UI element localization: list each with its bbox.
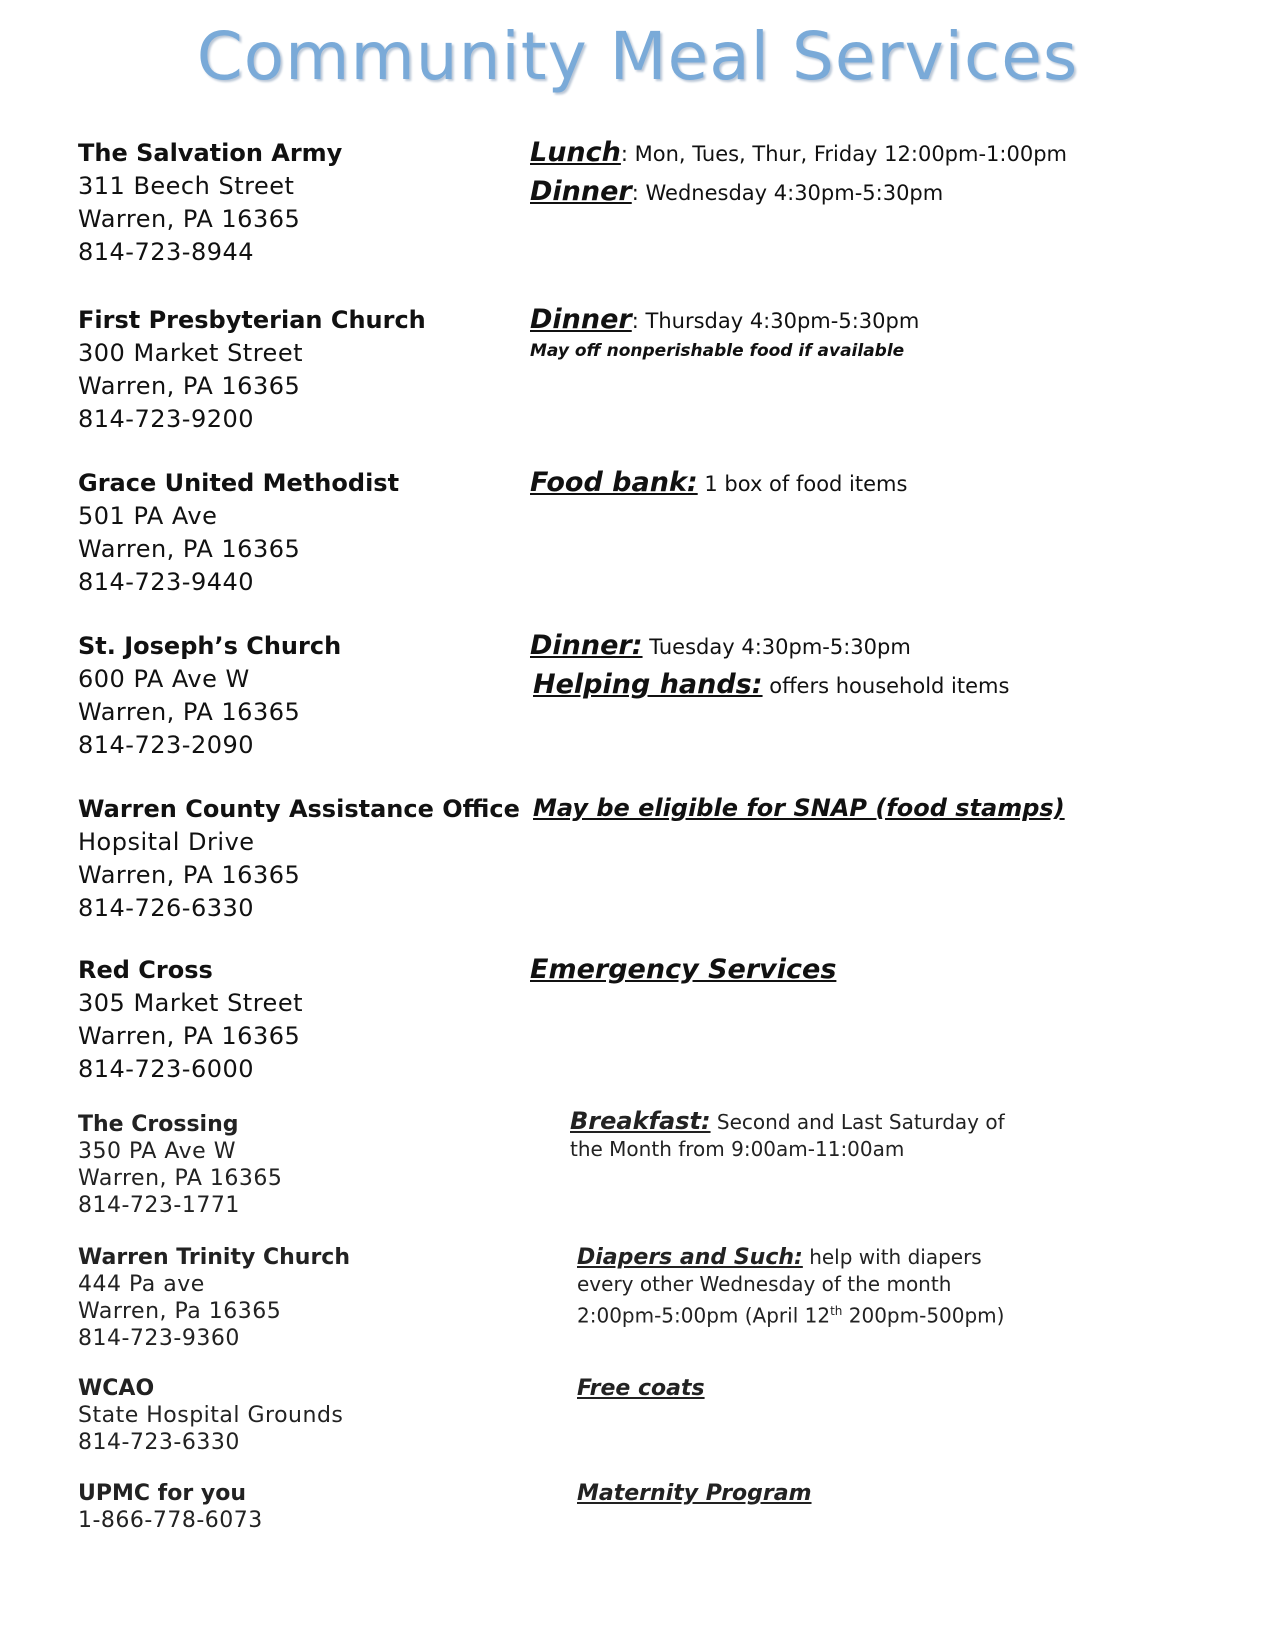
org-name: The Salvation Army <box>78 139 343 167</box>
page-title: Community Meal Services <box>196 18 1079 95</box>
breakfast-text-2: the Month from 9:00am-11:00am <box>570 1137 905 1161</box>
diapers-line-3-a: 2:00pm-5:00pm (April 12 <box>577 1303 831 1328</box>
diapers-line-3 <box>577 1298 1004 1330</box>
phone-line: 814-723-6330 <box>78 1430 240 1455</box>
phone-line: 814-723-9440 <box>78 568 255 596</box>
service-salvation-army <box>530 134 1067 212</box>
org-name: Grace United Methodist <box>78 469 400 497</box>
diapers-label: Diapers and Such: <box>577 1245 803 1270</box>
service-first-presbyterian <box>530 301 919 362</box>
city-line: Warren, PA 16365 <box>78 535 301 563</box>
org-name: First Presbyterian Church <box>78 306 426 334</box>
entry-salvation-army <box>78 137 342 269</box>
helping-hands-text: offers household items <box>762 674 1010 698</box>
food-bank-text: 1 box of food items <box>697 472 908 496</box>
city-line: Warren, Pa 16365 <box>78 1299 282 1324</box>
phone-line: 1-866-778-6073 <box>78 1508 263 1533</box>
phone-line: 814-723-9360 <box>78 1326 240 1351</box>
city-line: Warren, PA 16365 <box>78 372 301 400</box>
dinner-service <box>530 627 1009 666</box>
entry-the-crossing <box>78 1111 282 1219</box>
city-line: Warren, PA 16365 <box>78 1166 283 1191</box>
phone-line: 814-723-2090 <box>78 731 255 759</box>
service-upmc <box>577 1480 812 1507</box>
dinner-label: Dinner <box>530 304 632 335</box>
org-name: UPMC for you <box>78 1481 246 1506</box>
city-line: Warren, PA 16365 <box>78 861 301 889</box>
breakfast-label: Breakfast: <box>570 1107 711 1135</box>
service-county-assistance <box>533 790 1065 828</box>
snap-label: May be eligible for SNAP (food stamps) <box>533 794 1065 822</box>
lunch-service <box>530 134 1067 173</box>
dinner-label: Dinner <box>530 176 632 207</box>
org-name: Warren County Assistance Office <box>78 795 520 823</box>
entry-st-josephs <box>78 630 341 762</box>
address-line: 311 Beech Street <box>78 172 295 200</box>
diapers-line-3-sup: th <box>830 1304 843 1318</box>
entry-red-cross <box>78 954 303 1086</box>
service-the-crossing <box>570 1108 1005 1163</box>
phone-line: 814-726-6330 <box>78 894 255 922</box>
service-warren-trinity <box>577 1244 1004 1330</box>
diapers-text: help with diapers <box>802 1245 982 1269</box>
phone-line: 814-723-8944 <box>78 238 255 266</box>
food-bank-label: Food bank: <box>530 467 698 498</box>
org-name: Warren Trinity Church <box>78 1245 350 1270</box>
city-line: Warren, PA 16365 <box>78 698 301 726</box>
phone-line: 814-723-6000 <box>78 1055 255 1083</box>
dinner-service <box>530 173 1067 212</box>
entry-wcao <box>78 1375 343 1456</box>
helping-hands-service <box>530 666 1009 705</box>
lunch-text: : Mon, Tues, Thur, Friday 12:00pm-1:00pm <box>620 142 1067 166</box>
dinner-label: Dinner: <box>530 630 643 661</box>
maternity-label: Maternity Program <box>577 1481 812 1506</box>
dinner-text: Tuesday 4:30pm-5:30pm <box>642 635 911 659</box>
address-line: 305 Market Street <box>78 989 303 1017</box>
address-line: 600 PA Ave W <box>78 665 250 693</box>
phone-line: 814-723-9200 <box>78 405 255 433</box>
city-line: Warren, PA 16365 <box>78 205 301 233</box>
address-line: 300 Market Street <box>78 339 303 367</box>
service-grace-united <box>530 464 907 503</box>
diapers-line-2: every other Wednesday of the month <box>577 1272 952 1296</box>
entry-warren-trinity <box>78 1244 350 1352</box>
service-red-cross <box>530 951 836 990</box>
service-note: May off nonperishable food if available <box>530 341 905 361</box>
dinner-text: : Wednesday 4:30pm-5:30pm <box>631 181 944 205</box>
diapers-line-3-b: 200pm-500pm) <box>842 1303 1005 1328</box>
emergency-label: Emergency Services <box>530 954 837 985</box>
breakfast-text: Second and Last Saturday of <box>710 1110 1005 1134</box>
service-st-josephs <box>530 627 1009 705</box>
entry-first-presbyterian <box>78 304 426 436</box>
city-line: Warren, PA 16365 <box>78 1022 301 1050</box>
entry-upmc <box>78 1480 263 1534</box>
dinner-service <box>530 301 919 340</box>
address-line: Hopsital Drive <box>78 828 255 856</box>
free-coats-label: Free coats <box>577 1376 705 1401</box>
address-line: 350 PA Ave W <box>78 1139 236 1164</box>
entry-county-assistance <box>78 793 520 925</box>
lunch-label: Lunch <box>530 137 621 168</box>
org-name: The Crossing <box>78 1112 239 1137</box>
org-name: Red Cross <box>78 956 213 984</box>
service-wcao <box>577 1375 705 1402</box>
entry-grace-united <box>78 467 399 599</box>
address-line: 444 Pa ave <box>78 1272 205 1297</box>
helping-hands-label: Helping hands: <box>533 669 763 700</box>
org-name: St. Joseph’s Church <box>78 632 342 660</box>
phone-line: 814-723-1771 <box>78 1193 240 1218</box>
address-line: 501 PA Ave <box>78 502 218 530</box>
org-name: WCAO <box>78 1376 155 1401</box>
dinner-text: : Thursday 4:30pm-5:30pm <box>631 309 920 333</box>
address-line: State Hospital Grounds <box>78 1403 344 1428</box>
